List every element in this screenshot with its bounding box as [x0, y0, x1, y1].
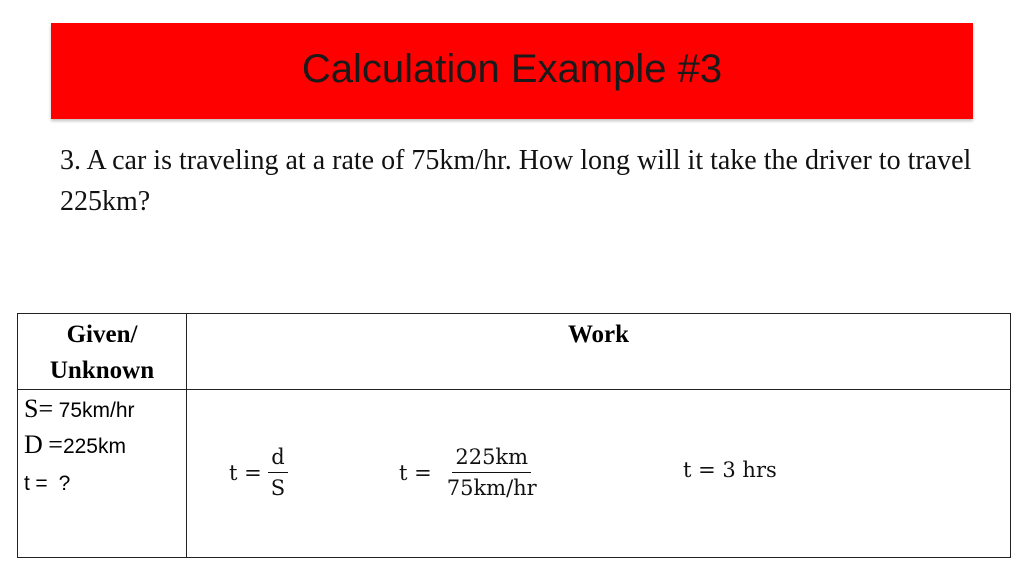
header-given-unknown: Given/ Unknown	[18, 314, 187, 390]
result-equation: t = 3 hrs	[683, 458, 777, 482]
given-distance: D =225km	[24, 430, 126, 459]
slide-title: Calculation Example #3	[301, 46, 723, 91]
header-work: Work	[187, 314, 1011, 390]
formula-equation: t = $\frac{d}{S}$	[229, 445, 288, 500]
title-banner	[51, 23, 973, 119]
work-table	[17, 313, 1011, 558]
work-cell	[187, 390, 1011, 558]
given-cell	[18, 390, 187, 558]
table-header-row	[18, 314, 1011, 390]
substitution-fraction: $\frac{225km}{75km/hr}$	[446, 445, 537, 500]
given-speed: S= 75km/hr	[24, 394, 135, 423]
substitution-equation: t = $\frac{225km}{75km/hr}$	[399, 445, 540, 500]
table-body-row	[18, 390, 1011, 558]
question-text: 3. A car is traveling at a rate of 75km/hr. How long will it take the driver to travel 225km?	[60, 145, 972, 217]
formula-fraction: $\frac{d}{S}$	[268, 445, 288, 500]
given-time: t = ?	[24, 472, 71, 495]
